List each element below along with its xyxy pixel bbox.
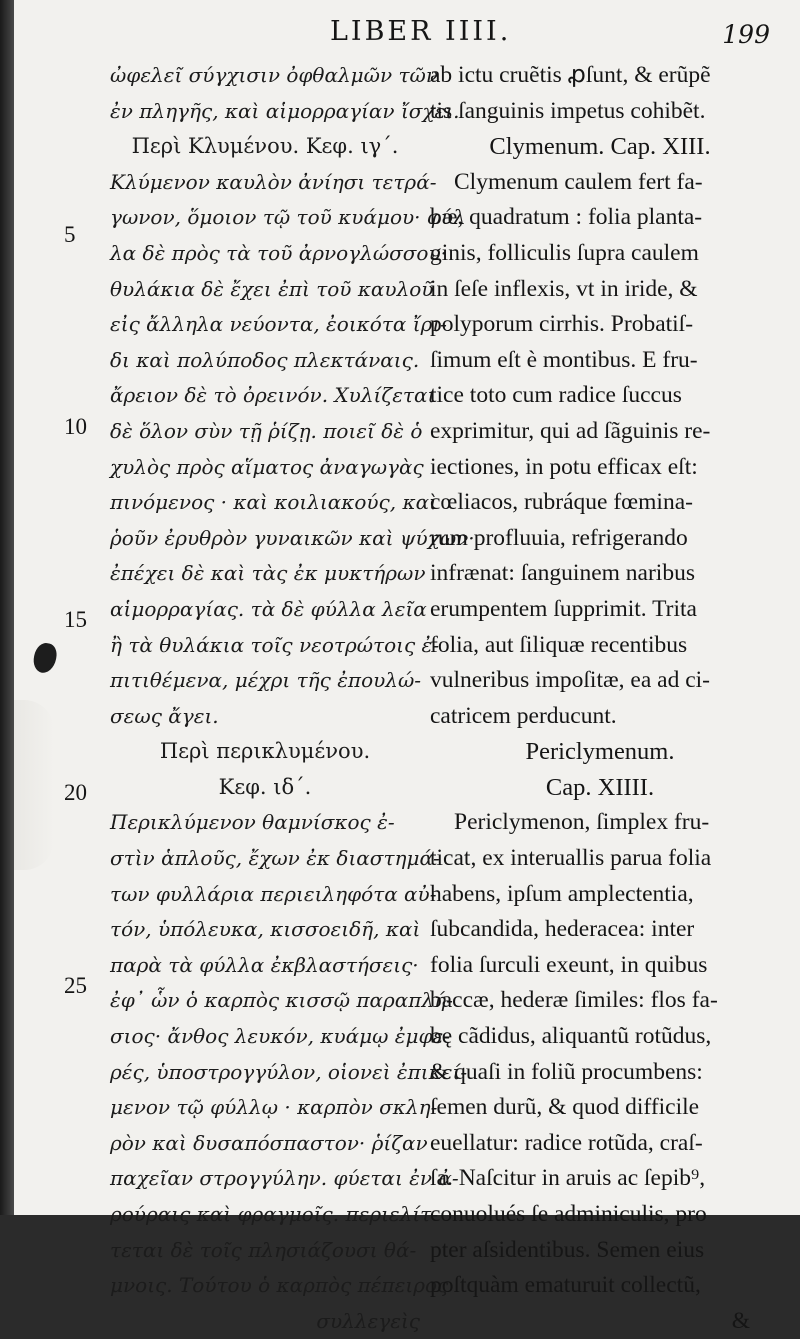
latin-line: polyporum cirrhis. Probatiſ- [430, 311, 694, 338]
greek-line: θυλάκια δὲ ἔχει ἐπὶ τοῦ καυλοῦ [110, 276, 434, 301]
latin-line: ticat, ex interuallis parua folia [430, 845, 712, 872]
greek-line: ῥοῦν ἐρυθρὸν γυναικῶν καὶ ψύχων· [110, 525, 475, 550]
greek-line: ρές, ὑποστρογγύλον, οἱονεὶ ἐπικεί- [110, 1059, 468, 1084]
greek-line: πιτιθέμενα, μέχρι τῆς ἐπουλώ- [110, 668, 422, 693]
line-number: 5 [64, 222, 76, 247]
latin-line: Clymenum caulem fert fa- [454, 168, 703, 195]
greek-line: Περικλύμενον θαμνίσκος ἐ- [110, 810, 395, 835]
page-wear-mark [14, 700, 54, 870]
latin-line: ſemen durũ, & quod difficile [430, 1094, 700, 1121]
greek-line: ἐν πληγῆς, καὶ αἱμορραγίαν ἴσχει. [110, 98, 460, 123]
greek-line: ἐφ᾽ ὧν ὁ καρπὸς κισσῷ παραπλή- [110, 988, 453, 1013]
line-number: 25 [64, 973, 87, 998]
greek-line: πινόμενος · καὶ κοιλιακούς, καὶ [110, 490, 437, 515]
latin-line: vulneribus impoſitæ, ea ad ci- [430, 667, 710, 694]
greek-line: ρὸν καὶ δυσαπόσπαστον· ῥίζαν [110, 1130, 428, 1155]
latin-line: bę cãdidus, aliquantũ rotũdus, [430, 1023, 712, 1050]
latin-line: folia ſurculi exeunt, in quibus [430, 951, 708, 978]
line-number: 20 [64, 780, 87, 805]
greek-line: ὠφελεῖ σύγχισιν ὀφθαλμῶν τῶν [110, 63, 439, 87]
greek-line: παρὰ τὰ φύλλα ἐκβλαστήσεις· [110, 952, 419, 977]
latin-line: euellatur: radice rotũda, craſ- [430, 1129, 703, 1156]
latin-line: pter aſsidentibus. Semen eius [430, 1236, 705, 1263]
latin-chapter-heading: Clymenum. Cap. XIII. [489, 133, 711, 161]
greek-line: λα δὲ πρὸς τὰ τοῦ ἀρνογλώσσου· [110, 240, 447, 265]
latin-line: ſubcandida, hederacea: inter [430, 916, 695, 943]
line-number: 10 [64, 414, 87, 439]
latin-line: rum profluuia, refrigerando [430, 524, 688, 551]
greek-line: εἰς ἄλληλα νεύοντα, ἐοικότα ἴρι- [110, 312, 447, 337]
running-head: LIBER IIII. [330, 16, 512, 47]
latin-line: tis ſanguinis impetus cohibẽt. [430, 97, 706, 124]
latin-line: iectiones, in potu efficax eſt: [430, 453, 698, 480]
greek-line: Κλύμενον καυλὸν ἀνίησι τετρά- [110, 169, 437, 194]
latin-line: ginis, folliculis ſupra caulem [430, 239, 699, 266]
page-number: 199 [722, 20, 770, 49]
greek-line: ἐπέχει δὲ καὶ τὰς ἐκ μυκτήρων [110, 561, 426, 586]
greek-chapter-number: Κεφ. ιδ΄. [218, 774, 312, 799]
latin-line: ſimum eſt è montibus. E fru- [430, 346, 698, 373]
greek-chapter-heading: Περὶ περικλυμένου. [159, 739, 371, 764]
latin-line: poſtquàm ematuruit collectũ, [430, 1272, 701, 1299]
latin-chapter-heading: Periclymenum. [525, 738, 675, 766]
greek-text-column [110, 58, 475, 1339]
greek-line: δὲ ὅλον σὺν τῇ ῥίζῃ. ποιεῖ δὲ ὁ [110, 418, 423, 443]
latin-line: conuolués ſe adminiculis, pro [430, 1201, 707, 1227]
greek-line: μνοις. Τούτου ὁ καρπὸς πέπειρος [110, 1273, 449, 1298]
greek-catchword: συλλεγεὶς [316, 1308, 420, 1333]
latin-catchword: & [731, 1307, 750, 1334]
greek-line: των φυλλάρια περιειληφότα αὐ- [110, 881, 437, 906]
latin-line: Periclymenon, ſimplex fru- [454, 809, 710, 836]
greek-line: τεται δὲ τοῖς πλησιάζουσι θά- [110, 1237, 417, 1262]
page-header [14, 16, 800, 56]
latin-chapter-number: Cap. XIIII. [545, 773, 655, 801]
latin-line: catricem perducunt. [430, 702, 617, 729]
latin-line: folia, aut ſiliquæ recentibus [430, 631, 688, 658]
greek-line: ρούραις καὶ φραγμοῖς. περιελίτ- [110, 1202, 439, 1226]
greek-line: τόν, ὑπόλευκα, κισσοειδῆ, καὶ [110, 917, 421, 942]
latin-line: exprimitur, qui ad ſãguinis re- [430, 417, 711, 444]
latin-line: ab ictu cruẽtis ꝓſunt, & erũpẽ [430, 62, 711, 88]
latin-line: infrænat: ſanguinem naribus [430, 560, 695, 587]
latin-text-column [430, 58, 770, 1339]
latin-line: in ſeſe inflexis, vt in iride, & [430, 275, 698, 302]
greek-chapter-heading: Περὶ Κλυμένου. Κεφ. ιγ΄. [131, 134, 399, 159]
latin-line: bæ, quadratum : folia planta- [430, 204, 703, 231]
latin-line: habens, ipſum amplectentia, [430, 880, 694, 907]
latin-line: tice toto cum radice ſuccus [430, 382, 682, 409]
line-number: 15 [64, 607, 87, 632]
greek-line: παχεῖαν στρογγύλην. φύεται ἐν ἀ- [110, 1166, 459, 1191]
latin-line: baccæ, hederæ ſimiles: flos fa- [430, 987, 718, 1014]
greek-line: σιος· ἄνθος λευκόν, κυάμῳ ἐμφε- [110, 1024, 451, 1049]
greek-line: ἢ τὰ θυλάκια τοῖς νεοτρώτοις ἐ- [110, 632, 440, 657]
greek-line: γωνον, ὅμοιον τῷ τοῦ κυάμου· φύλ [110, 205, 466, 230]
greek-line: στὶν ἁπλοῦς, ἔχων ἐκ διαστημά- [110, 846, 440, 871]
book-gutter-shadow [0, 0, 14, 1215]
greek-line: χυλὸς πρὸς αἵματος ἀναγωγὰς [110, 454, 424, 479]
greek-line: μενον τῷ φύλλῳ · καρπὸν σκλη- [110, 1095, 438, 1120]
latin-line: & quaſi in foliũ procumbens: [430, 1058, 703, 1085]
latin-line: ſa. Naſcitur in aruis ac ſepib⁹, [430, 1165, 706, 1192]
greek-line: σεως ἄγει. [110, 703, 219, 728]
latin-line: cœliacos, rubráque fœmina- [430, 489, 693, 516]
latin-line: erumpentem ſupprimit. Trita [430, 595, 697, 622]
greek-line: αἱμορραγίας. τὰ δὲ φύλλα λεῖα [110, 596, 427, 621]
greek-line: δι καὶ πολύποδος πλεκτάναις. [110, 347, 420, 372]
greek-line: ἄρειον δὲ τὸ ὀρεινόν. Χυλίζεται [110, 383, 436, 408]
